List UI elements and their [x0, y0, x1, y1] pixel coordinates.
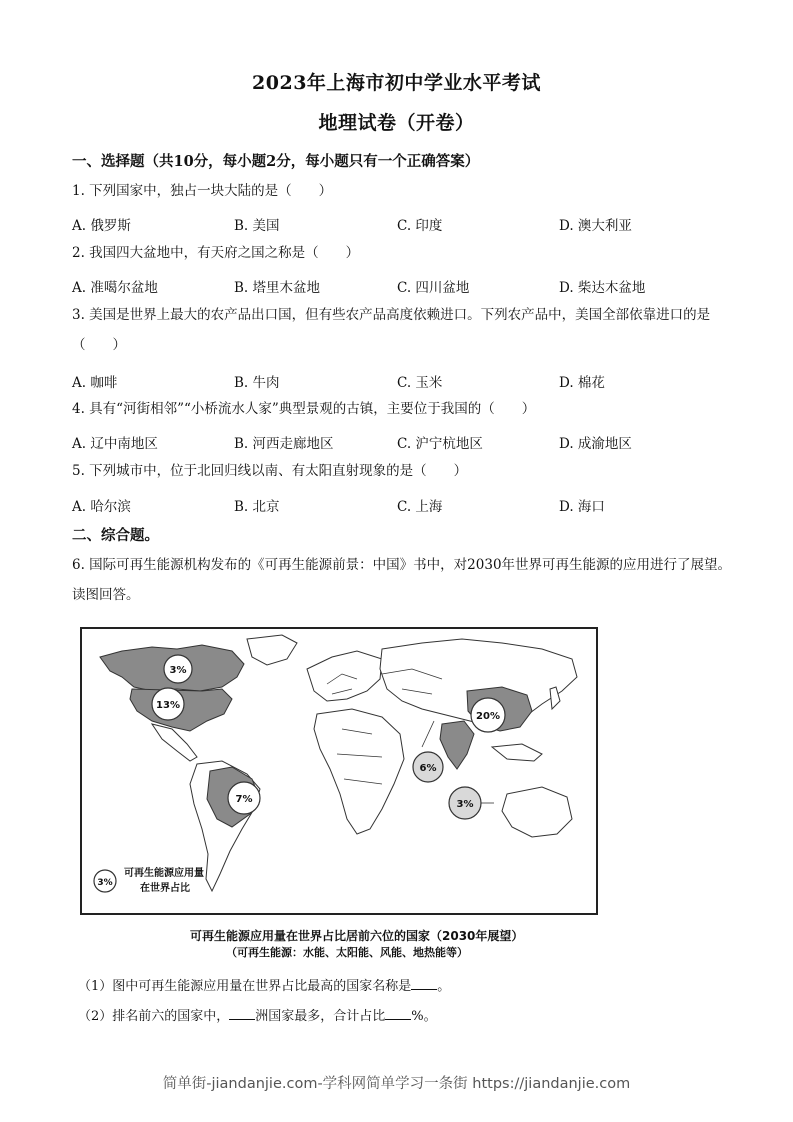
- options-q1: [72, 214, 732, 234]
- greenland-shape: [247, 635, 297, 665]
- option-d: D. 澳大利亚: [559, 218, 632, 234]
- question-4: 4. 具有“河街相邻”“小桥流水人家”典型景观的古镇，主要位于我国的（ ）: [72, 401, 536, 417]
- option-a: A. 辽中南地区: [72, 436, 158, 452]
- options-q5: [72, 495, 732, 515]
- section-heading-choice: 一、选择题（共10分，每小题2分，每小题只有一个正确答案）: [72, 153, 480, 170]
- answer-blank[interactable]: [229, 1008, 255, 1020]
- question-1: 1. 下列国家中，独占一块大陆的是（ ）: [72, 183, 333, 199]
- bubble-label-usa: 13%: [156, 700, 180, 711]
- bubble-label-india: 6%: [419, 763, 437, 774]
- options-q4: [72, 432, 732, 452]
- india-shape: [440, 721, 474, 769]
- exam-title: 2023年上海市初中学业水平考试: [252, 72, 541, 94]
- question-5: 5. 下列城市中，位于北回归线以南、有太阳直射现象的是（ ）: [72, 463, 468, 479]
- option-a: A. 俄罗斯: [72, 218, 131, 234]
- option-a: A. 准噶尔盆地: [72, 280, 158, 296]
- option-b: B. 牛肉: [234, 375, 280, 391]
- option-b: B. 北京: [234, 499, 280, 515]
- option-a: A. 咖啡: [72, 375, 118, 391]
- legend-line-2: 在世界占比: [140, 883, 190, 894]
- section-heading-comprehensive: 二、综合题。: [72, 527, 159, 544]
- question-6: 6. 国际可再生能源机构发布的《可再生能源前景：中国》书中，对2030年世界可再生能源的应用进行了展望。读图回答。: [72, 557, 732, 603]
- world-map-figure: [80, 627, 598, 915]
- footer-watermark: 简单街-jiandanjie.com-学科网简单学习一条街 https://jiandanjie.com: [162, 1076, 631, 1092]
- africa-shape: [314, 709, 404, 834]
- option-d: D. 柴达木盆地: [559, 280, 646, 296]
- bubble-label-brazil: 7%: [235, 794, 253, 805]
- option-c: C. 上海: [397, 499, 443, 515]
- option-d: D. 成渝地区: [559, 436, 632, 452]
- world-map-svg: [82, 629, 596, 913]
- europe-shape: [307, 651, 382, 701]
- option-c: C. 沪宁杭地区: [397, 436, 483, 452]
- question-2: 2. 我国四大盆地中，有天府之国之称是（ ）: [72, 245, 360, 261]
- se-asia-shape: [492, 744, 542, 761]
- question-3: 3. 美国是世界上最大的农产品出口国，但有些农产品高度依赖进口。下列农产品中，美国全部依靠进口的是（ ）: [72, 307, 711, 353]
- sub-question-1: （1）图中可再生能源应用量在世界占比最高的国家名称是 。: [78, 979, 451, 994]
- map-caption-note: （可再生能源：水能、太阳能、风能、地热能等）: [226, 946, 468, 959]
- option-c: C. 四川盆地: [397, 280, 470, 296]
- option-b: B. 塔里木盆地: [234, 280, 321, 296]
- option-a: A. 哈尔滨: [72, 499, 131, 515]
- option-c: C. 印度: [397, 218, 443, 234]
- legend-line-1: 可再生能源应用量: [124, 868, 204, 879]
- map-caption: 可再生能源应用量在世界占比居前六位的国家（2030年展望）: [190, 929, 524, 943]
- option-b: B. 河西走廊地区: [234, 436, 334, 452]
- option-c: C. 玉米: [397, 375, 443, 391]
- option-d: D. 海口: [559, 499, 605, 515]
- sub-question-2: （2）排名前六的国家中， 洲国家最多，合计占比 %。: [78, 1009, 437, 1024]
- bubble-label-south: 3%: [456, 799, 474, 810]
- options-q3: [72, 371, 732, 391]
- exam-subtitle: 地理试卷（开卷）: [318, 112, 475, 134]
- bubble-label-canada: 3%: [169, 665, 187, 676]
- option-d: D. 棉花: [559, 375, 605, 391]
- answer-blank[interactable]: [411, 978, 437, 990]
- options-q2: [72, 276, 732, 296]
- australia-shape: [502, 787, 572, 837]
- answer-blank[interactable]: [385, 1008, 411, 1020]
- legend-bubble-label: 3%: [97, 878, 113, 888]
- bubble-label-china: 20%: [476, 711, 500, 722]
- option-b: B. 美国: [234, 218, 280, 234]
